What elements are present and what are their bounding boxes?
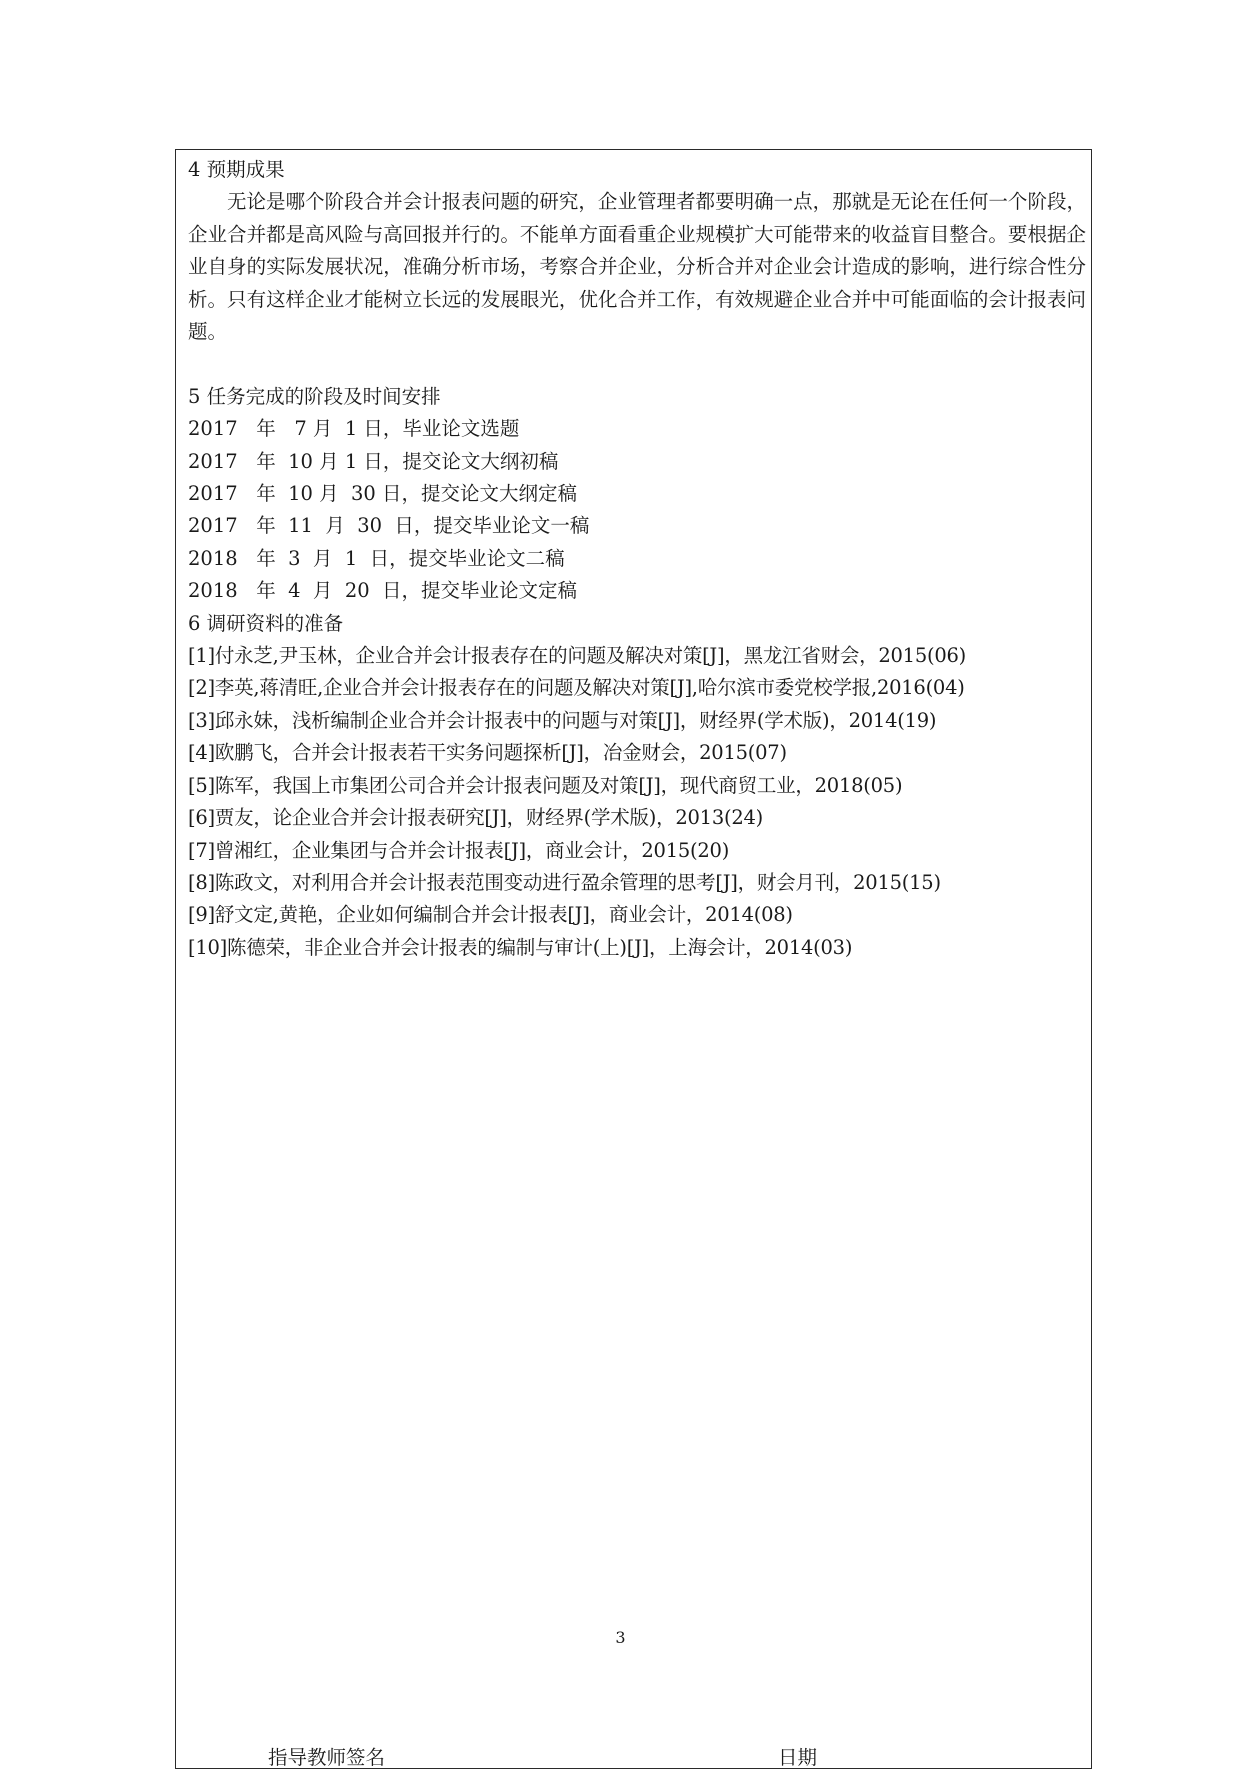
reference-item: [1]付永芝,尹玉林，企业合并会计报表存在的问题及解决对策[J]，黑龙江省财会，2015(06) [188, 644, 967, 668]
reference-item: [10]陈德荣，非企业合并会计报表的编制与审计(上)[J]，上海会计，2014(03) [188, 935, 853, 959]
document-body [188, 154, 1086, 964]
date-label: 日期 [778, 1746, 818, 1769]
section-heading-outcome: 4 预期成果 [188, 158, 285, 181]
page-number: 3 [615, 1628, 626, 1647]
schedule-item: 2017 年 11 月 30 日，提交毕业论文一稿 [188, 514, 590, 538]
reference-item: [3]邱永妹，浅析编制企业合并会计报表中的问题与对策[J]，财经界(学术版)，2014(19) [188, 708, 937, 732]
schedule-item: 2017 年 7 月 1 日，毕业论文选题 [188, 417, 520, 441]
reference-item: [8]陈政文，对利用合并会计报表范围变动进行盈余管理的思考[J]，财会月刊，2015(15) [188, 870, 941, 894]
schedule-item: 2018 年 3 月 1 日，提交毕业论文二稿 [188, 546, 565, 570]
schedule-item: 2017 年 10 月 30 日，提交论文大纲定稿 [188, 482, 578, 506]
outcome-paragraph: 无论是哪个阶段合并会计报表问题的研究，企业管理者都要明确一点，那就是无论在任何一个阶段，企业合并都是高风险与高回报并行的。不能单方面看重企业规模扩大可能带来的收益盲目整合。要根据企业自身的实际发展状况，准确分析市场，考察合并企业，分析合并对企业会计造成的影响，进行综合性分析。只有这样企业才能树立长远的发展眼光，优化合并工作，有效规避企业合并中可能面临的会计报表问题。 [188, 190, 1086, 344]
schedule-item: 2017 年 10 月 1 日，提交论文大纲初稿 [188, 449, 559, 473]
blank-line [188, 348, 1086, 380]
reference-item: [5]陈军，我国上市集团公司合并会计报表问题及对策[J]，现代商贸工业，2018(05) [188, 773, 903, 797]
reference-item: [9]舒文定,黄艳，企业如何编制合并会计报表[J]，商业会计，2014(08) [188, 903, 793, 927]
section-heading-schedule: 5 任务完成的阶段及时间安排 [188, 384, 441, 408]
reference-item: [7]曾湘红，企业集团与合并会计报表[J]，商业会计，2015(20) [188, 838, 730, 862]
reference-item: [2]李英,蒋清旺,企业合并会计报表存在的问题及解决对策[J],哈尔滨市委党校学报,2016(04) [188, 676, 965, 700]
reference-item: [4]欧鹏飞，合并会计报表若干实务问题探析[J]，冶金财会，2015(07) [188, 741, 787, 765]
schedule-item: 2018 年 4 月 20 日，提交毕业论文定稿 [188, 579, 578, 603]
advisor-signature-label: 指导教师签名 [268, 1746, 386, 1769]
reference-item: [6]贾友，论企业合并会计报表研究[J]，财经界(学术版)，2013(24) [188, 806, 764, 830]
section-heading-references: 6 调研资料的准备 [188, 611, 344, 635]
